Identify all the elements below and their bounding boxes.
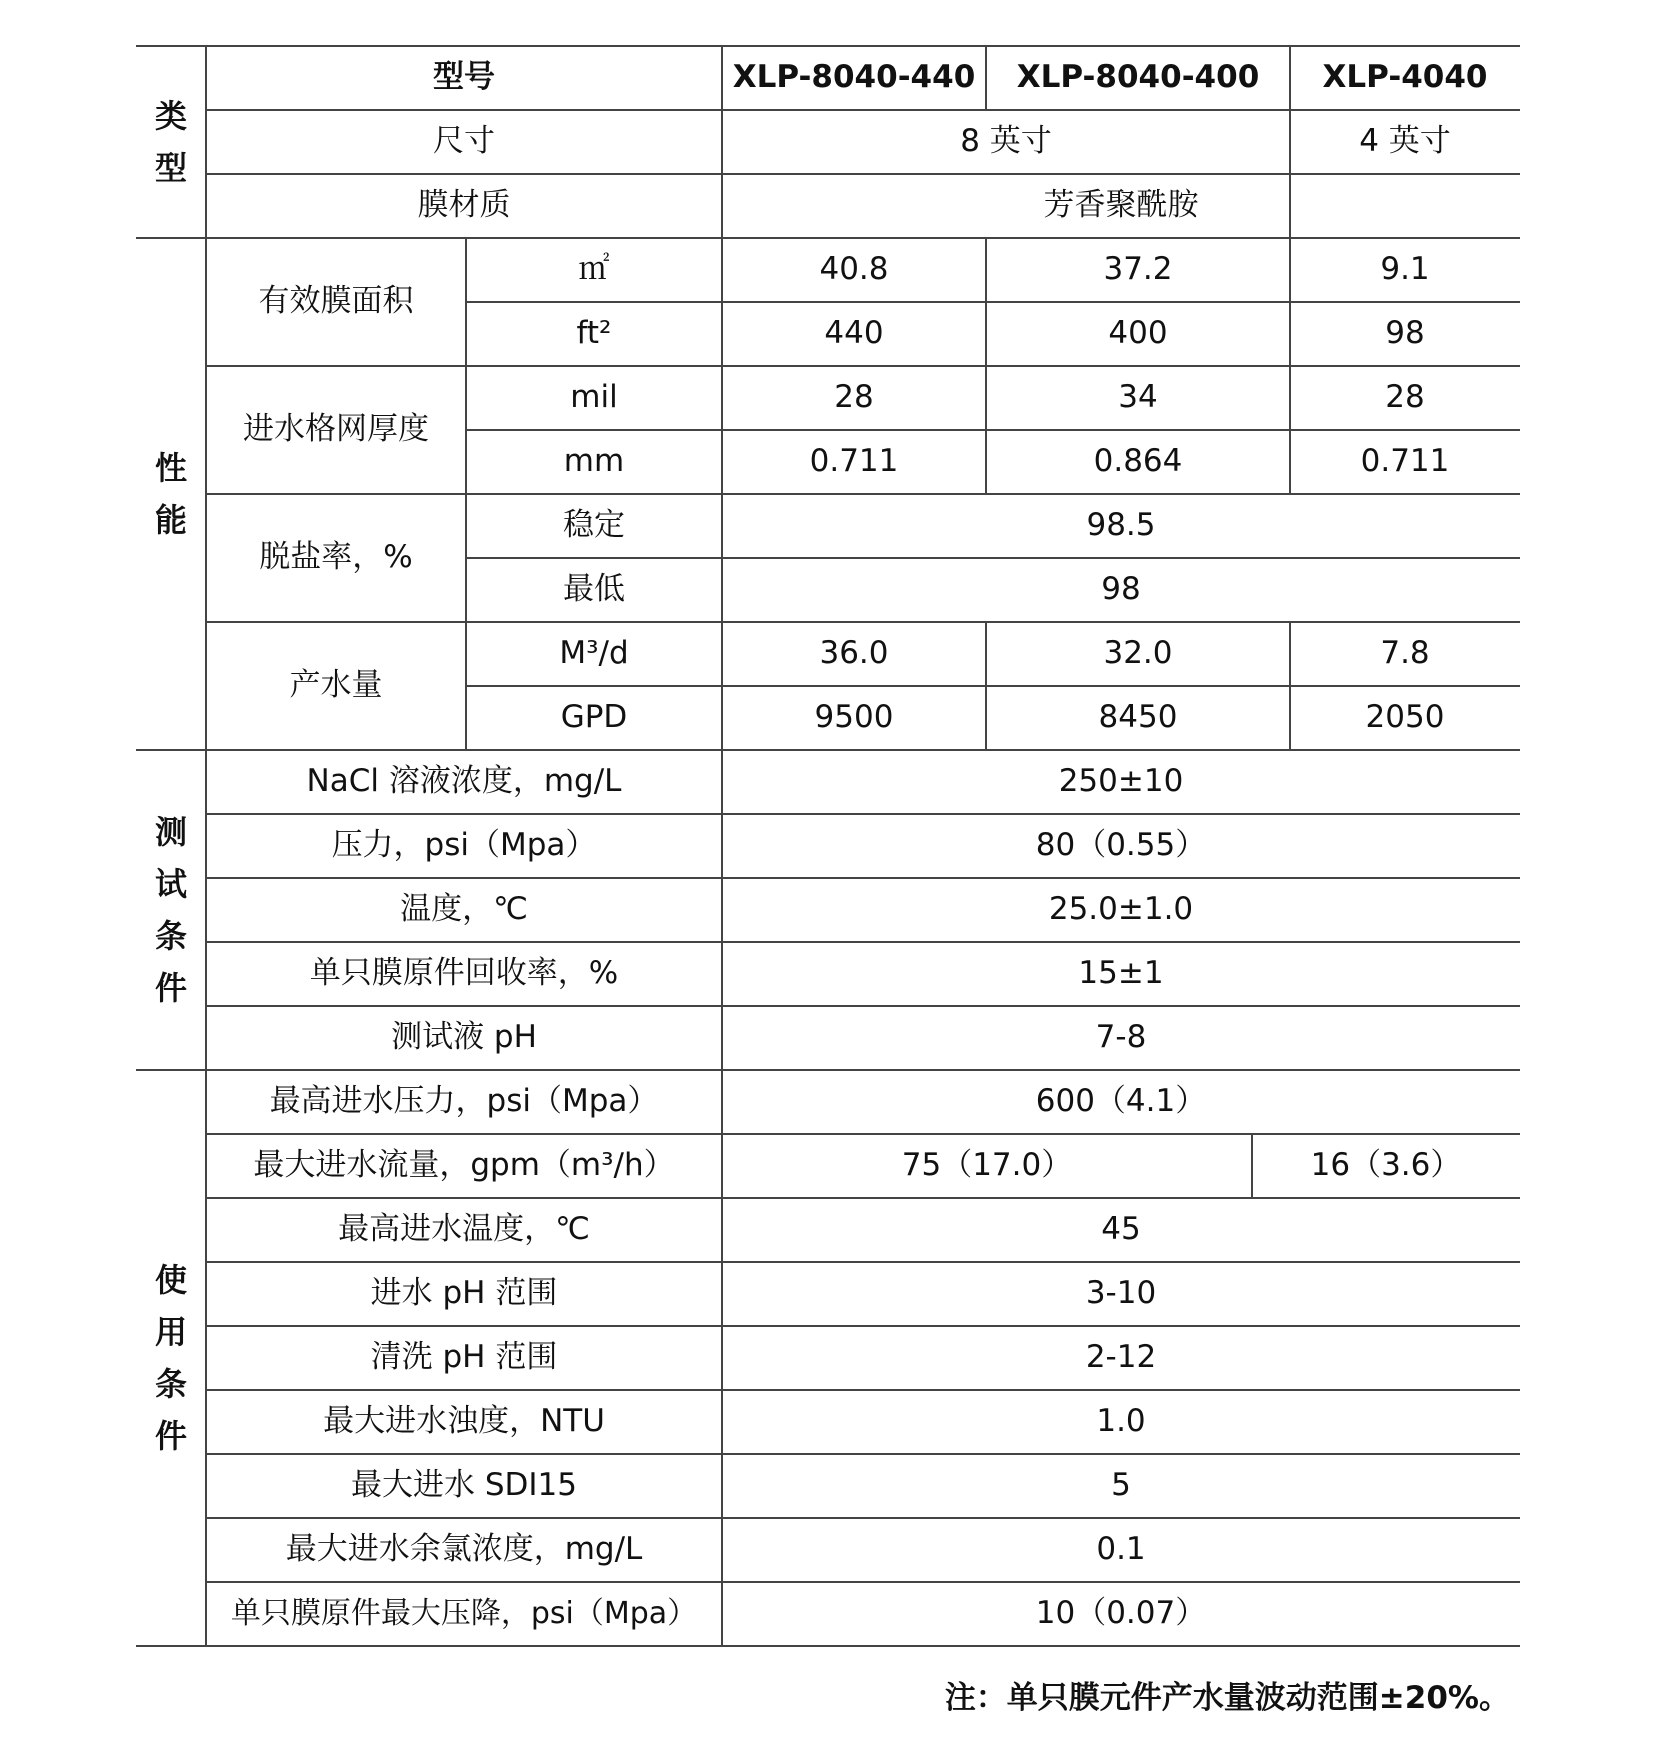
- usage-value-4: 16（3.6）: [1310, 1147, 1462, 1184]
- material-label: 膜材质: [417, 187, 511, 224]
- usage-value: 5: [1111, 1467, 1131, 1504]
- model-xlp-8040-440: XLP-8040-440: [732, 59, 976, 96]
- usage-label: 进水 pH 范围: [370, 1275, 558, 1312]
- material-value: 芳香聚酰胺: [1043, 187, 1199, 224]
- usage-value: 45: [1101, 1211, 1141, 1248]
- test-label: 压力，psi（Mpa）: [331, 827, 597, 864]
- rejection-min-value: 98: [1101, 571, 1141, 608]
- test-label: 测试液 pH: [391, 1019, 537, 1056]
- category-usage-label: 使用条件: [154, 1261, 187, 1455]
- category-test: [136, 750, 206, 1070]
- spacer-mm-value: 0.864: [1093, 443, 1183, 480]
- test-value: 15±1: [1078, 955, 1164, 992]
- flow-unit-m3d: M³/d: [559, 635, 629, 672]
- area-m2-value: 9.1: [1380, 251, 1430, 288]
- spec-table: [136, 46, 1520, 1662]
- rejection-stable-value: 98.5: [1086, 507, 1156, 544]
- usage-value-8: 75（17.0）: [901, 1147, 1073, 1184]
- spacer-unit-mm: mm: [563, 443, 625, 480]
- area-label: 有效膜面积: [258, 283, 414, 320]
- test-value: 7-8: [1095, 1019, 1147, 1056]
- category-performance-label: 性能: [154, 449, 187, 539]
- test-value: 80（0.55）: [1035, 827, 1207, 864]
- usage-label: 最大进水流量，gpm（m³/h）: [253, 1147, 675, 1184]
- test-value: 250±10: [1058, 763, 1184, 800]
- spacer-mm-value: 0.711: [1360, 443, 1450, 480]
- flow-gpd-value: 2050: [1365, 699, 1445, 736]
- size-value-4: 4 英寸: [1359, 123, 1451, 160]
- area-m2-value: 40.8: [819, 251, 889, 288]
- size-value-8: 8 英寸: [960, 123, 1052, 160]
- spacer-unit-mil: mil: [570, 379, 618, 416]
- flow-label: 产水量: [289, 667, 383, 704]
- rejection-unit-min: 最低: [563, 571, 625, 608]
- usage-label: 最大进水余氯浓度，mg/L: [285, 1531, 643, 1568]
- model-label: 型号: [433, 59, 495, 96]
- usage-label: 最大进水浊度，NTU: [323, 1403, 605, 1440]
- category-type: [136, 46, 206, 238]
- size-label: 尺寸: [433, 123, 495, 160]
- category-usage: [136, 1070, 206, 1646]
- spacer-mil-value: 28: [1385, 379, 1425, 416]
- usage-value: 2-12: [1085, 1339, 1157, 1376]
- usage-label: 最高进水温度，℃: [338, 1211, 590, 1248]
- spacer-mil-value: 28: [834, 379, 874, 416]
- flow-gpd-value: 8450: [1098, 699, 1178, 736]
- area-ft2-value: 440: [824, 315, 884, 352]
- test-label: 温度，℃: [400, 891, 528, 928]
- usage-label: 清洗 pH 范围: [370, 1339, 558, 1376]
- spacer-mil-value: 34: [1118, 379, 1158, 416]
- test-label: 单只膜原件回收率，%: [309, 955, 619, 992]
- area-ft2-value: 98: [1385, 315, 1425, 352]
- area-unit-m2: ㎡: [578, 251, 610, 288]
- rejection-label: 脱盐率，%: [259, 539, 413, 576]
- usage-value: 10（0.07）: [1035, 1595, 1207, 1632]
- area-ft2-value: 400: [1108, 315, 1168, 352]
- usage-label: 最高进水压力，psi（Mpa）: [269, 1083, 659, 1120]
- category-test-label: 测试条件: [154, 813, 187, 1007]
- category-type-label: 类型: [154, 97, 187, 187]
- usage-value: 600（4.1）: [1035, 1083, 1207, 1120]
- category-performance: [136, 238, 206, 750]
- flow-m3d-value: 36.0: [819, 635, 889, 672]
- spacer-mm-value: 0.711: [809, 443, 899, 480]
- model-xlp-8040-400: XLP-8040-400: [1016, 59, 1260, 96]
- flow-gpd-value: 9500: [814, 699, 894, 736]
- flow-m3d-value: 32.0: [1103, 635, 1173, 672]
- test-value: 25.0±1.0: [1048, 891, 1194, 928]
- usage-value: 3-10: [1085, 1275, 1157, 1312]
- usage-value: 0.1: [1096, 1531, 1146, 1568]
- spacer-label: 进水格网厚度: [243, 411, 429, 448]
- footnote: 注：单只膜元件产水量波动范围±20%。: [944, 1680, 1510, 1716]
- area-unit-ft2: ft²: [576, 315, 612, 352]
- model-xlp-4040: XLP-4040: [1322, 59, 1488, 96]
- usage-value: 1.0: [1096, 1403, 1146, 1440]
- test-label: NaCl 溶液浓度，mg/L: [306, 763, 622, 800]
- area-m2-value: 37.2: [1103, 251, 1173, 288]
- rejection-unit-stable: 稳定: [563, 507, 625, 544]
- flow-unit-gpd: GPD: [560, 699, 628, 736]
- flow-m3d-value: 7.8: [1380, 635, 1430, 672]
- usage-label: 单只膜原件最大压降，psi（Mpa）: [230, 1595, 698, 1631]
- usage-label: 最大进水 SDI15: [351, 1467, 577, 1504]
